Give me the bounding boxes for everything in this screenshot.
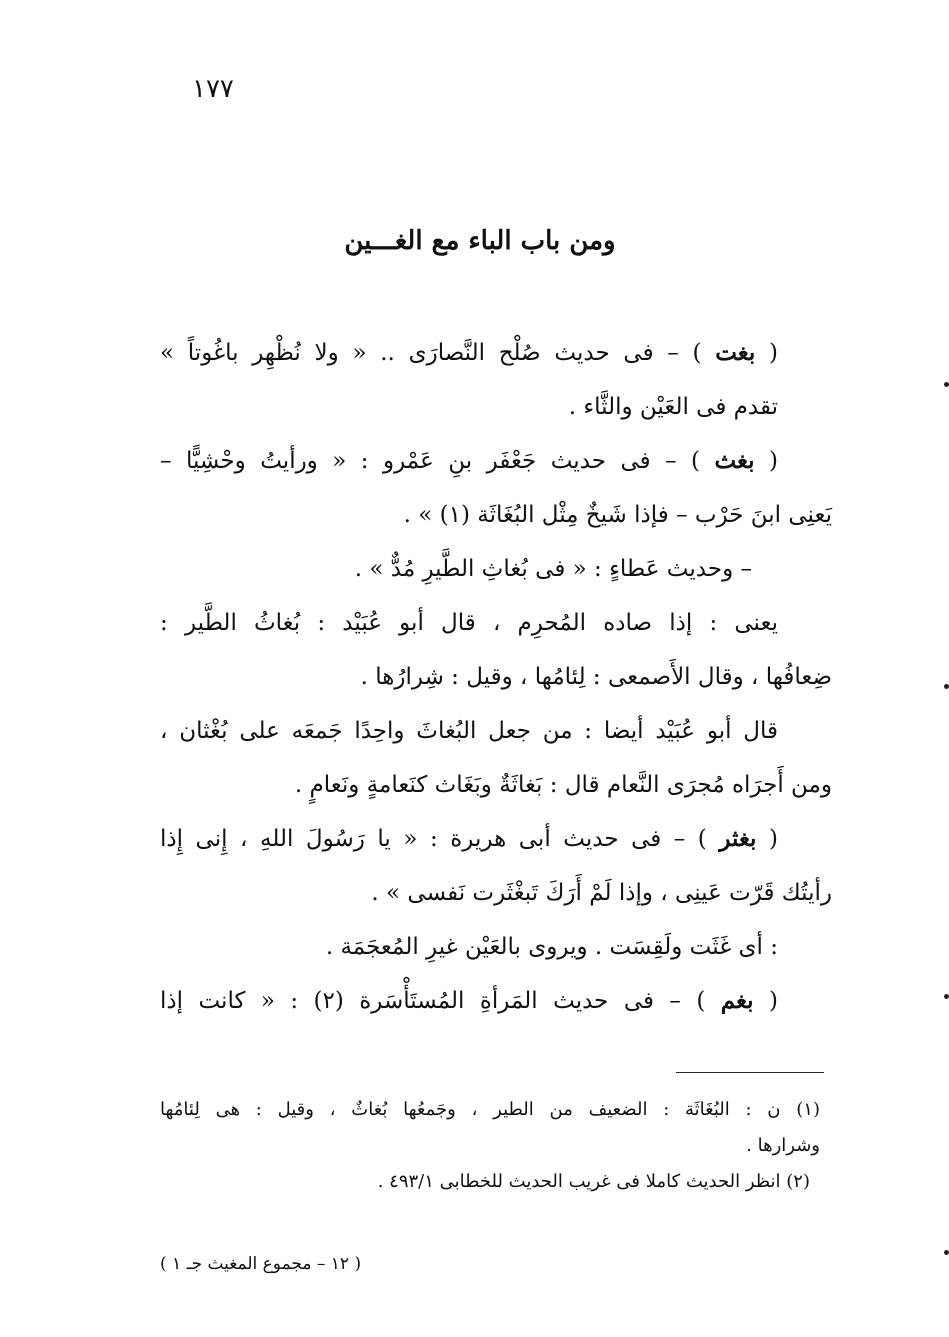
section-title: ومن باب الباء مع الغـــين	[344, 226, 616, 256]
page-number: ١٧٧	[192, 74, 234, 104]
footnotes	[160, 1092, 820, 1200]
entry-baghthar-line-2: رأيتُك قَرّت عَينِى ، وإذا لَمْ أَرَكَ تَبغْثَرت نَفسى » .	[371, 880, 832, 906]
body-text	[160, 326, 832, 1028]
footnote-1: (١) ن : البُغَاثَة : الضعيف من الطير ، وجَمعُها بُغاثٌ ، وقيل : هى لِئامُها	[160, 1099, 820, 1120]
margin-mark	[944, 684, 949, 689]
margin-mark	[944, 994, 949, 999]
entry-baghat-line-1: ( بغت ) – فى حديث صُلْح النَّصارَى .. « ولا نُظْهِر باغُوتاً »	[160, 339, 778, 366]
entry-baghath-line-7: ومن أَجرَاه مُجرَى النَّعام قال : بَغاثَةٌ وبَغَاث كنَعامةٍ ونَعامٍ .	[294, 772, 832, 798]
entry-baghthar-line-3: : أى غَثَت ولَقِسَت . ويروى بالعَيْن غيرِ المُعجَمَة .	[325, 934, 778, 960]
entry-baghath-line-2: يَعنِى ابنَ حَرْب – فإذا شَيخٌ مِثْل البُغَاثَة (١) » .	[403, 502, 832, 528]
entry-keyword: بغث	[714, 447, 755, 474]
footnote-2: (٢) انظر الحديث كاملا فى غريب الحديث للخطابى ٤٩٣/١ .	[377, 1171, 810, 1192]
margin-mark	[944, 382, 949, 387]
entry-bagham-line-1: ( بغم ) – فى حديث المَرأةِ المُستَأْسَرة (٢) : « كانت إذا	[160, 987, 778, 1014]
entry-baghath-line-5: ضِعافُها ، وقال الأَصمعى : لِئامُها ، وقيل : شِرارُها .	[360, 664, 832, 690]
entry-baghath-line-1: ( بغث ) – فى حديث جَعْفَر بنِ عَمْرو : « ورأيتُ وحْشِيًّا –	[160, 447, 778, 474]
entry-baghthar-line-1: ( بغثر ) – فى حديث أبى هريرة : « يا رَسُولَ اللهِ ، إِنى إِذا	[160, 825, 778, 852]
entry-baghath-line-4: يعنى : إذا صاده المُحرِم ، قال أبو عُبَيْد : بُغاثُ الطَّير :	[160, 610, 778, 636]
footnote-separator	[676, 1072, 824, 1073]
entry-baghat-line-2: تقدم فى العَيْن والثَّاء .	[568, 394, 778, 420]
entry-baghath-line-3: – وحديث عَطاءٍ : « فى بُغاثِ الطَّيرِ مُدٌّ » .	[354, 556, 752, 582]
margin-mark	[944, 1250, 949, 1255]
entry-keyword: بغثر	[719, 825, 757, 852]
entry-baghath-line-6: قال أبو عُبَيْد أيضا : من جعل البُغاثَ واحِدًا جَمعَه على بُغْثان ،	[160, 718, 778, 744]
signature-mark: ( ١٢ – مجموع المغيث جـ ١ )	[160, 1254, 362, 1274]
entry-keyword: بغم	[720, 987, 754, 1014]
footnote-1-continued: وشرارها .	[746, 1135, 820, 1156]
entry-keyword: بغت	[715, 339, 756, 366]
